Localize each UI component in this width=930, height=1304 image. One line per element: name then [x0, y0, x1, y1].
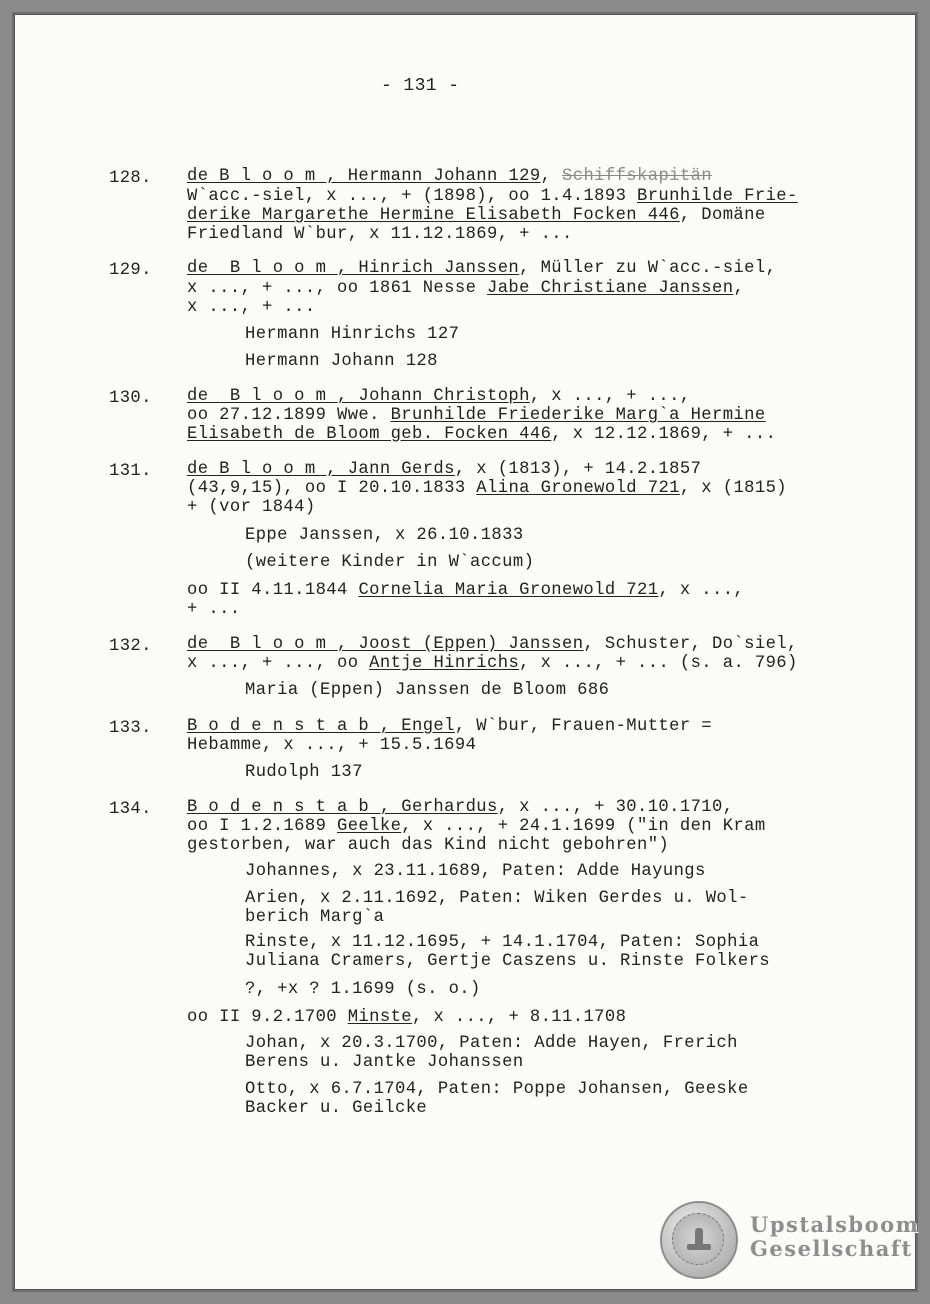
entry-128-line-3: derike Margarethe Hermine Elisabeth Focken 446, Domäne — [187, 206, 766, 225]
entry-134-second-marriage: oo II 9.2.1700 Minste, x ..., + 8.11.1708 — [187, 1008, 627, 1027]
entry-134-child-cont: Juliana Cramers, Gertje Caszens u. Rinste Folkers — [245, 952, 770, 971]
entry-134-line-1: B o d e n s t a b , Gerhardus, x ..., + 30.10.1710, — [187, 798, 734, 817]
entry-134-child: ?, +x ? 1.1699 (s. o.) — [245, 980, 481, 999]
entry-number-134: 134. — [109, 800, 152, 819]
logo-line-1: Upstalsboom — [750, 1212, 920, 1237]
entry-129-child: Hermann Hinrichs 127 — [245, 325, 460, 344]
entry-134-line-2: oo I 1.2.1689 Geelke, x ..., + 24.1.1699 ("in den Kram — [187, 817, 766, 836]
entry-number-128: 128. — [109, 169, 152, 188]
entry-131-child: Eppe Janssen, x 26.10.1833 — [245, 526, 524, 545]
entry-128-line-4: Friedland W`bur, x 11.12.1869, + ... — [187, 225, 573, 244]
entry-133-line-2: Hebamme, x ..., + 15.5.1694 — [187, 736, 477, 755]
entry-128-line-1: de B l o o m , Hermann Johann 129, Schiffskapitän — [187, 167, 713, 186]
entry-132-child: Maria (Eppen) Janssen de Bloom 686 — [245, 681, 610, 700]
entry-130-line-3: Elisabeth de Bloom geb. Focken 446, x 12.12.1869, + ... — [187, 425, 777, 444]
page-number: - 131 - — [381, 76, 460, 96]
entry-134-child-cont: Berens u. Jantke Johanssen — [245, 1053, 524, 1072]
entry-134-child: Otto, x 6.7.1704, Paten: Poppe Johansen, Geeske — [245, 1080, 749, 1099]
entry-132-line-2: x ..., + ..., oo Antje Hinrichs, x ..., + ... (s. a. 796) — [187, 654, 798, 673]
entry-128-line-2: W`acc.-siel, x ..., + (1898), oo 1.4.1893 Brunhilde Frie- — [187, 187, 798, 206]
entry-number-129: 129. — [109, 261, 152, 280]
entry-133-line-1: B o d e n s t a b , Engel, W`bur, Frauen-Mutter = — [187, 717, 712, 736]
entry-134-child-cont: berich Marg`a — [245, 908, 385, 927]
entry-134-child: Arien, x 2.11.1692, Paten: Wiken Gerdes u. Wol- — [245, 889, 749, 908]
entry-number-132: 132. — [109, 637, 152, 656]
entry-131-line-2: (43,9,15), oo I 20.10.1833 Alina Gronewold 721, x (1815) — [187, 479, 788, 498]
entry-134-child-cont: Backer u. Geilcke — [245, 1099, 428, 1118]
entry-133-child: Rudolph 137 — [245, 763, 363, 782]
entry-131-child: (weitere Kinder in W`accum) — [245, 553, 535, 572]
entry-134-child: Johannes, x 23.11.1689, Paten: Adde Hayungs — [245, 862, 706, 881]
entry-132-line-1: de B l o o m , Joost (Eppen) Janssen, Schuster, Do`siel, — [187, 635, 798, 654]
entry-number-130: 130. — [109, 389, 152, 408]
entry-130-line-1: de B l o o m , Johann Christoph, x ..., + ..., — [187, 387, 691, 406]
entry-131-second-marriage-line-1: oo II 4.11.1844 Cornelia Maria Gronewold 721, x ..., — [187, 581, 745, 600]
entry-number-133: 133. — [109, 719, 152, 738]
entry-129-child: Hermann Johann 128 — [245, 352, 438, 371]
entry-130-line-2: oo 27.12.1899 Wwe. Brunhilde Friederike Marg`a Hermine — [187, 406, 766, 425]
entry-134-child: Rinste, x 11.12.1695, + 14.1.1704, Paten: Sophia — [245, 933, 760, 952]
society-logo-text — [750, 1213, 919, 1261]
society-seal-icon — [660, 1201, 738, 1279]
document-page — [14, 14, 920, 1290]
entry-129-line-1: de B l o o m , Hinrich Janssen, Müller zu W`acc.-siel, — [187, 259, 777, 278]
entry-131-second-marriage-line-2: + ... — [187, 600, 241, 619]
logo-line-2: Gesellschaft — [750, 1236, 913, 1261]
entry-134-child: Johan, x 20.3.1700, Paten: Adde Hayen, Frerich — [245, 1034, 738, 1053]
entry-number-131: 131. — [109, 462, 152, 481]
entry-129-line-3: x ..., + ... — [187, 298, 316, 317]
entry-131-line-1: de B l o o m , Jann Gerds, x (1813), + 14.2.1857 — [187, 460, 702, 479]
entry-131-line-3: + (vor 1844) — [187, 498, 316, 517]
entry-129-line-2: x ..., + ..., oo 1861 Nesse Jabe Christiane Janssen, — [187, 279, 745, 298]
entry-134-line-3: gestorben, war auch das Kind nicht gebohren") — [187, 836, 670, 855]
